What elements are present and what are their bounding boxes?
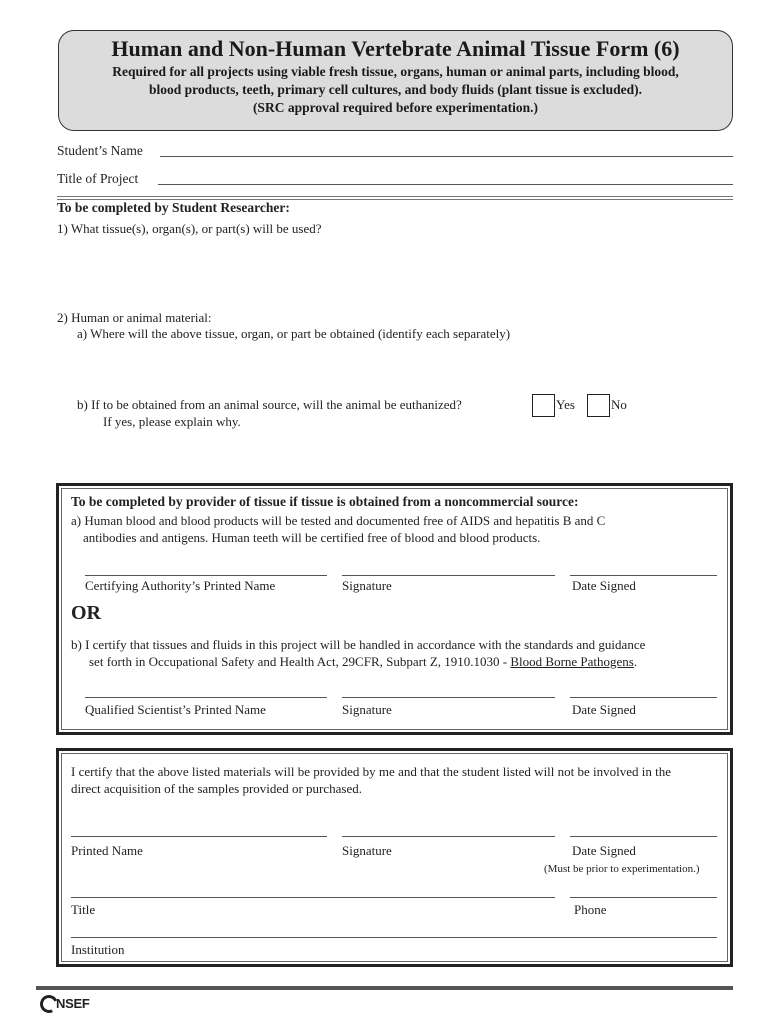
provider-b-line-2-text: set forth in Occupational Safety and Health Act, 29CFR, Subpart Z, 1910.1030 - <box>89 654 511 669</box>
certifying-date-field[interactable] <box>570 575 717 576</box>
question-2b: b) If to be obtained from an animal source, will the animal be euthanized? <box>77 397 462 412</box>
header-box <box>58 30 733 131</box>
scientist-name-label: Qualified Scientist’s Printed Name <box>85 702 266 717</box>
student-name-field[interactable] <box>160 156 733 157</box>
date-signed-field[interactable] <box>570 836 717 837</box>
researcher-heading: To be completed by Student Researcher: <box>57 200 290 215</box>
project-title-field[interactable] <box>158 184 733 185</box>
certifying-name-label: Certifying Authority’s Printed Name <box>85 578 276 593</box>
provider-b-line-2-end: . <box>633 654 638 669</box>
printed-name-field[interactable] <box>71 836 327 837</box>
form-title: Human and Non-Human Vertebrate Animal Tissue Form (6) <box>111 36 680 61</box>
provider-heading: To be completed by provider of tissue if tissue is obtained from a noncommercial source: <box>71 494 579 509</box>
date-note: (Must be prior to experimentation.) <box>544 863 700 875</box>
no-checkbox[interactable] <box>587 394 610 417</box>
certify-line-2: direct acquisition of the samples provided or purchased. <box>71 781 362 796</box>
scientist-signature-field[interactable] <box>342 697 555 698</box>
subtitle-line-2: blood products, teeth, primary cell cultures, and body fluids (plant tissue is excluded). <box>148 82 643 97</box>
certifying-name-field[interactable] <box>85 575 327 576</box>
project-title-label: Title of Project <box>57 171 139 186</box>
yes-label: Yes <box>556 397 575 412</box>
question-2a: a) Where will the above tissue, organ, or part be obtained (identify each separately) <box>77 326 511 341</box>
footer-logo: NSEF <box>56 996 90 1011</box>
signature-field[interactable] <box>342 836 555 837</box>
institution-field[interactable] <box>71 937 717 938</box>
scientist-date-label: Date Signed <box>572 702 636 717</box>
scientist-signature-label: Signature <box>342 702 392 717</box>
certifying-date-label: Date Signed <box>572 578 636 593</box>
subtitle-line-1: Required for all projects using viable fresh tissue, organs, human or animal parts, including blood, <box>112 64 679 79</box>
or-label: OR <box>71 602 101 624</box>
provider-b-line-1: b) I certify that tissues and fluids in this project will be handled in accordance with the standards and guidance <box>71 637 646 652</box>
footer-rule <box>36 986 733 990</box>
phone-label: Phone <box>574 902 607 917</box>
subtitle-line-3: (SRC approval required before experimentation.) <box>252 100 539 115</box>
scientist-date-field[interactable] <box>570 697 717 698</box>
scientist-name-field[interactable] <box>85 697 327 698</box>
certify-line-1: I certify that the above listed materials will be provided by me and that the student listed will not be involved in the <box>71 764 672 779</box>
provider-a-line-1: a) Human blood and blood products will be tested and documented free of AIDS and hepatitis B and C <box>71 513 606 528</box>
institution-label: Institution <box>71 942 125 957</box>
yes-checkbox[interactable] <box>532 394 555 417</box>
question-1: 1) What tissue(s), organ(s), or part(s) will be used? <box>57 221 322 236</box>
title-field[interactable] <box>71 897 555 898</box>
printed-name-label: Printed Name <box>71 843 143 858</box>
certifying-signature-label: Signature <box>342 578 392 593</box>
question-2b-followup: If yes, please explain why. <box>103 414 241 429</box>
certifying-signature-field[interactable] <box>342 575 555 576</box>
blood-borne-pathogens-reference: Blood Borne Pathogens <box>510 654 634 669</box>
question-2: 2) Human or animal material: <box>57 310 212 325</box>
provider-b-line-2 <box>89 654 637 670</box>
phone-field[interactable] <box>570 897 717 898</box>
provider-a-line-2: antibodies and antigens. Human teeth will be certified free of blood and blood products. <box>83 530 541 545</box>
signature-label: Signature <box>342 843 392 858</box>
date-signed-label: Date Signed <box>572 843 636 858</box>
title-label: Title <box>71 902 96 917</box>
student-name-label: Student’s Name <box>57 143 143 158</box>
no-label: No <box>611 397 627 412</box>
